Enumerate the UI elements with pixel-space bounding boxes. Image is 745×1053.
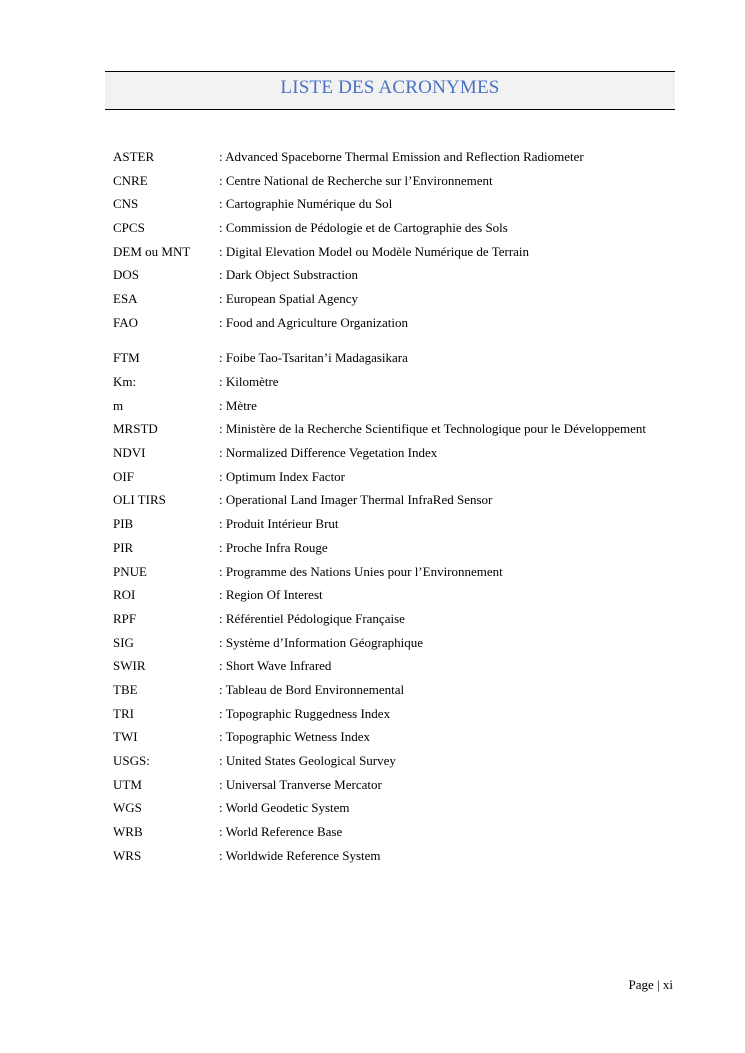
acronym-definition: : Topographic Ruggedness Index	[219, 705, 391, 721]
acronym-row	[113, 512, 713, 536]
acronym-definition: : Commission de Pédologie et de Cartographie des Sols	[219, 219, 508, 235]
acronym-definition: : Topographic Wetness Index	[219, 729, 371, 745]
acronym-definition: : Operational Land Imager Thermal InfraRed Sensor	[219, 492, 493, 508]
acronym-term: FAO	[113, 314, 139, 330]
acronym-row	[113, 192, 713, 216]
acronym-definition: : Region Of Interest	[219, 587, 323, 603]
acronym-definition: : Référentiel Pédologique Française	[219, 610, 405, 626]
acronym-term: WRB	[113, 824, 143, 840]
acronym-term: WRS	[113, 847, 142, 863]
acronym-definition: : Ministère de la Recherche Scientifique et Technologique pour le Développement	[219, 421, 646, 437]
acronym-term: FTM	[113, 350, 140, 366]
acronym-definition: : Optimum Index Factor	[219, 468, 346, 484]
acronym-row	[113, 465, 713, 489]
acronym-definition: : Advanced Spaceborne Thermal Emission and Reflection Radiometer	[219, 148, 584, 164]
acronym-row	[113, 583, 713, 607]
acronym-term: CNRE	[113, 172, 148, 188]
acronym-row	[113, 631, 713, 655]
acronym-term: Km:	[113, 374, 137, 390]
acronym-definition: : Tableau de Bord Environnemental	[219, 681, 405, 697]
acronym-definition: : Centre National de Recherche sur l’Environnement	[219, 172, 493, 188]
acronym-row	[113, 311, 713, 335]
acronym-definition: : Produit Intérieur Brut	[219, 516, 339, 532]
acronym-definition: : Worldwide Reference System	[219, 847, 381, 863]
acronym-term: ROI	[113, 587, 136, 603]
acronym-row	[113, 240, 713, 264]
acronym-term: USGS:	[113, 753, 150, 769]
acronym-term: m	[113, 397, 124, 413]
acronym-term: SIG	[113, 634, 134, 650]
acronym-row	[113, 441, 713, 465]
acronym-row	[113, 418, 713, 442]
acronym-term: TWI	[113, 729, 138, 745]
acronym-definition: : World Reference Base	[219, 824, 343, 840]
acronym-row	[113, 773, 713, 797]
acronym-definition: : Cartographie Numérique du Sol	[219, 196, 393, 212]
acronym-term: ESA	[113, 290, 138, 306]
acronym-definition: : Universal Tranverse Mercator	[219, 776, 382, 792]
acronym-definition: : Proche Infra Rouge	[219, 539, 328, 555]
acronym-row	[113, 654, 713, 678]
acronym-definition: : Digital Elevation Model ou Modèle Numérique de Terrain	[219, 243, 530, 259]
acronym-row	[113, 607, 713, 631]
page-number: Page | xi	[628, 977, 673, 992]
acronym-definition: : Short Wave Infrared	[219, 658, 332, 674]
acronym-definition: : Programme des Nations Unies pour l’Environnement	[219, 563, 503, 579]
acronym-term: WGS	[113, 800, 142, 816]
acronym-row	[113, 560, 713, 584]
acronym-term: CPCS	[113, 219, 145, 235]
acronym-term: PIB	[113, 516, 134, 532]
acronym-definition: : Normalized Difference Vegetation Index	[219, 445, 438, 461]
acronym-row	[113, 394, 713, 418]
acronym-definition: : United States Geological Survey	[219, 753, 396, 769]
acronym-definition: : Système d’Information Géographique	[219, 634, 423, 650]
acronym-term: CNS	[113, 196, 139, 212]
acronym-term: TRI	[113, 705, 134, 721]
title-banner	[105, 71, 675, 110]
acronym-definition: : Mètre	[219, 397, 257, 413]
acronym-term: ASTER	[113, 148, 155, 164]
acronym-term: DEM ou MNT	[113, 243, 191, 259]
acronym-definition: : Dark Object Substraction	[219, 267, 358, 283]
acronym-row	[113, 726, 713, 750]
acronym-term: SWIR	[113, 658, 146, 674]
acronym-row	[113, 145, 713, 169]
acronym-row	[113, 263, 713, 287]
acronym-term: NDVI	[113, 445, 146, 461]
acronym-term: TBE	[113, 681, 138, 697]
acronym-definition: : World Geodetic System	[219, 800, 350, 816]
acronym-term: PIR	[113, 539, 134, 555]
acronym-definition: : Foibe Tao-Tsaritan’i Madagasikara	[219, 350, 408, 366]
acronym-definition: : Kilomètre	[219, 374, 279, 390]
acronym-row	[113, 347, 713, 371]
acronym-term: MRSTD	[113, 421, 158, 437]
acronym-term: RPF	[113, 610, 137, 626]
acronym-row	[113, 797, 713, 821]
acronym-row	[113, 678, 713, 702]
acronym-term: DOS	[113, 267, 140, 283]
acronym-row	[113, 844, 713, 868]
acronym-row	[113, 749, 713, 773]
acronym-term: UTM	[113, 776, 142, 792]
acronym-term: OIF	[113, 468, 134, 484]
acronym-row	[113, 820, 713, 844]
acronym-definition: : Food and Agriculture Organization	[219, 314, 408, 330]
acronym-list	[113, 145, 713, 868]
acronym-row	[113, 702, 713, 726]
acronym-row	[113, 216, 713, 240]
acronym-row	[113, 287, 713, 311]
page-title: LISTE DES ACRONYMES	[280, 77, 500, 98]
acronym-definition: : European Spatial Agency	[219, 290, 358, 306]
acronym-term: PNUE	[113, 563, 147, 579]
acronym-term: OLI TIRS	[113, 492, 166, 508]
acronym-row	[113, 370, 713, 394]
acronym-row	[113, 489, 713, 513]
acronym-row	[113, 169, 713, 193]
acronym-row	[113, 536, 713, 560]
